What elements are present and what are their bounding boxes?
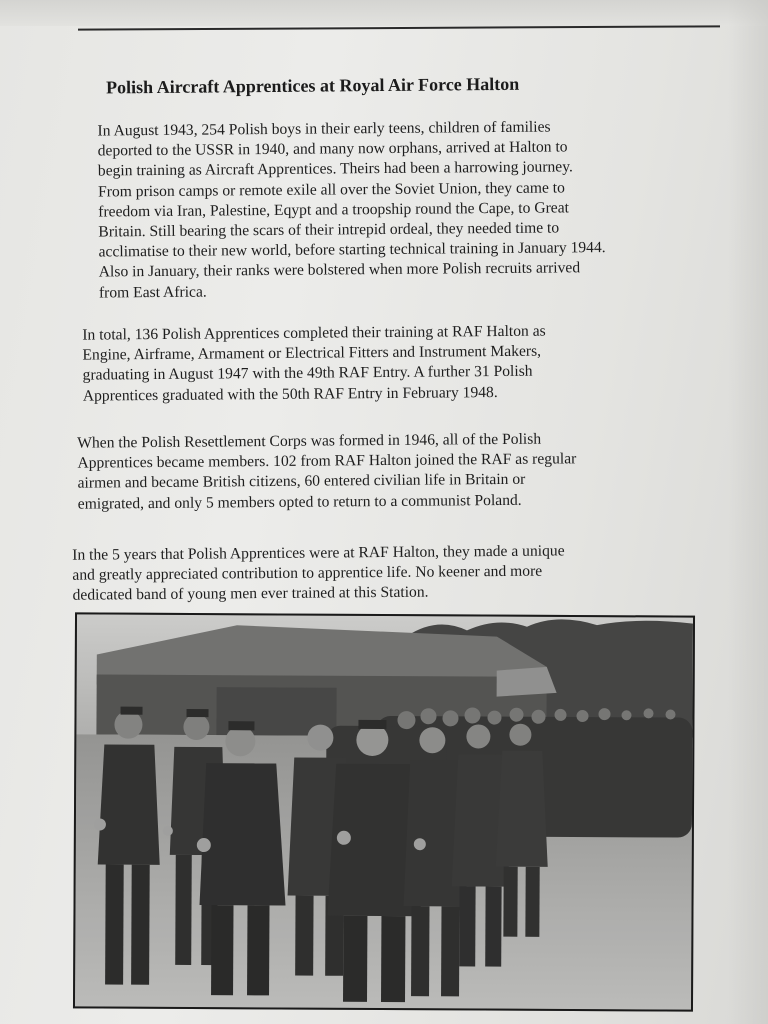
paragraph-line: Also in January, their ranks were bolstered when more Polish recruits arrived	[98, 259, 581, 281]
paragraph-line: When the Polish Resettlement Corps was formed in 1946, all of the Polish	[77, 430, 542, 452]
paragraph-line: dedicated band of young men ever trained at this Station.	[72, 584, 429, 605]
paragraph-line: airmen and became British citizens, 60 entered civilian life in Britain or	[77, 471, 526, 493]
marching-apprentices-photo	[73, 612, 695, 1011]
paragraph-line: Apprentices graduated with the 50th RAF Entry in February 1948.	[82, 383, 498, 405]
paragraph-line: In August 1943, 254 Polish boys in their early teens, children of families	[97, 118, 551, 140]
paragraph-line: begin training as Aircraft Apprentices. Theirs had been a harrowing journey.	[97, 158, 573, 180]
paragraph-line: acclimatise to their new world, before starting technical training in January 1944.	[98, 239, 606, 261]
paragraph-line: From prison camps or remote exile all over the Soviet Union, they came to	[97, 179, 565, 201]
photo-illustration	[75, 614, 693, 1009]
paragraph-line: Britain. Still bearing the scars of their intrepid ordeal, they needed time to	[98, 219, 560, 241]
paragraph-line: graduating in August 1947 with the 49th RAF Entry. A further 31 Polish	[82, 363, 533, 385]
photo-grain	[75, 614, 693, 1009]
paragraph-line: emigrated, and only 5 members opted to return to a communist Poland.	[77, 491, 522, 513]
paragraph-line: In total, 136 Polish Apprentices completed their training at RAF Halton as	[82, 322, 546, 344]
paragraph-line: deported to the USSR in 1940, and many now orphans, arrived at Halton to	[97, 138, 568, 160]
paragraph-line: In the 5 years that Polish Apprentices were at RAF Halton, they made a unique	[72, 542, 565, 564]
paragraph-line: Engine, Airframe, Armament or Electrical Fitters and Instrument Makers,	[82, 342, 542, 364]
paragraph-line: freedom via Iran, Palestine, Eqypt and a troopship round the Cape, to Great	[98, 199, 569, 221]
paragraph-line: Apprentices became members. 102 from RAF Halton joined the RAF as regular	[77, 450, 577, 472]
paragraph-line: and greatly appreciated contribution to apprentice life. No keener and more	[72, 562, 543, 584]
paragraph-resettlement	[77, 429, 577, 514]
paragraph-contribution	[72, 541, 565, 606]
paragraph-training	[82, 322, 546, 407]
paragraph-line: from East Africa.	[98, 283, 207, 302]
paragraph-arrival	[97, 117, 606, 303]
document-title: Polish Aircraft Apprentices at Royal Air Force Halton	[106, 73, 520, 98]
